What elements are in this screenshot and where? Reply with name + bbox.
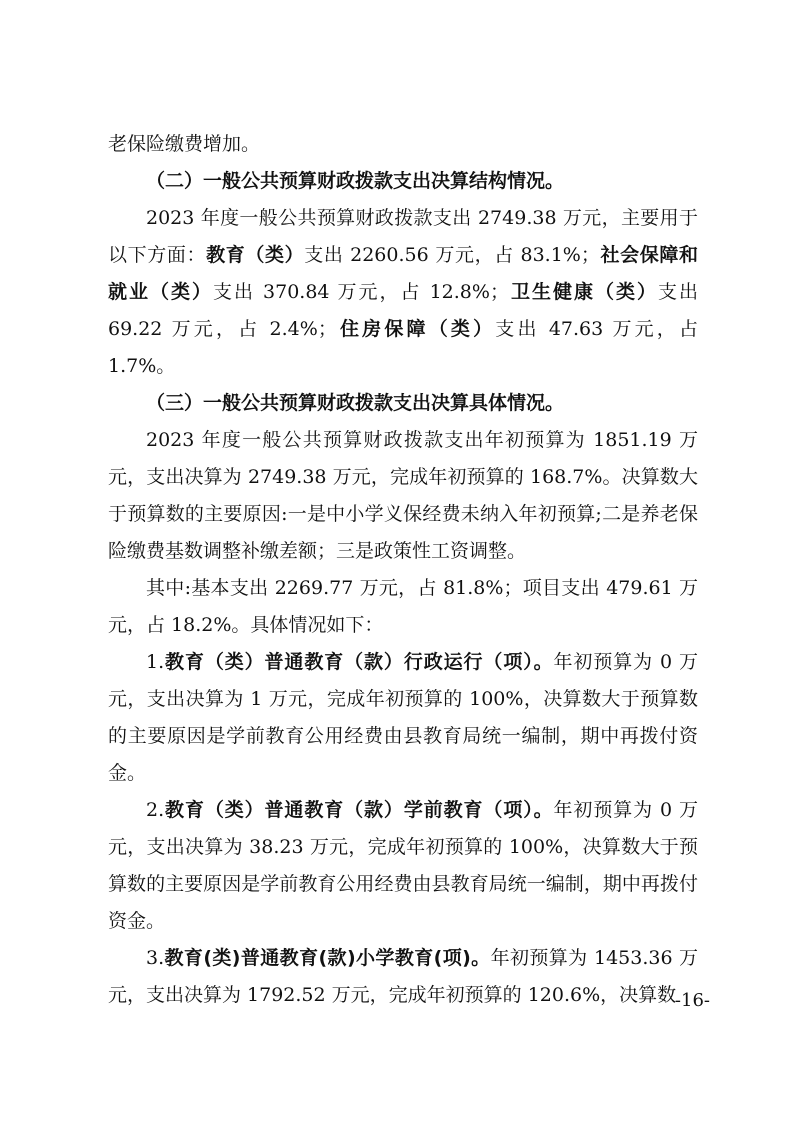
bold-text-run: 教育(类)普通教育(款)小学教育(项)。 (164, 947, 491, 969)
body-paragraph (108, 570, 698, 644)
section-heading (108, 385, 698, 422)
bold-text-run: （二）一般公共预算财政拨款支出决算结构情况。 (146, 170, 565, 192)
text-run: 3. (146, 947, 165, 969)
bold-text-run: 教育（类）普通教育（款）学前教育（项）。 (164, 799, 554, 821)
text-run: 年初预算为 0 万元，支出决算为 1 万元，完成年初预算的 100%，决算数大于预算数的主要原因是学前教育公用经费由县教育局统一编制，期中再拨付资金。 (108, 651, 698, 784)
text-run: 2. (146, 799, 165, 821)
bold-text-run: 教育（类）普通教育（款）行政运行（项）。 (164, 651, 554, 673)
text-run: 1. (146, 651, 165, 673)
page-number: -16- (674, 990, 710, 1011)
text-run: 支出 47.63 万元，占 1.7%。 (108, 318, 698, 377)
body-paragraph (108, 792, 698, 940)
text-run: 年初预算为 0 万元，支出决算为 38.23 万元，完成年初预算的 100%，决算数大于预算数的主要原因是学前教育公用经费由县教育局统一编制，期中再拨付资金。 (108, 799, 698, 932)
bold-text-run: 住房保障（类） (336, 318, 496, 340)
text-run: 老保险缴费增加。 (108, 133, 261, 155)
section-heading (108, 163, 698, 200)
document-body (108, 126, 698, 1014)
text-run: 支出 69.22 万元，占 2.4%； (108, 281, 698, 340)
text-run: 支出 2260.56 万元，占 83.1%； (304, 244, 600, 266)
body-paragraph (108, 644, 698, 792)
body-paragraph (108, 126, 698, 163)
text-run: 支出 370.84 万元，占 12.8%； (213, 281, 509, 303)
text-run: 2023 年度一般公共预算财政拨款支出 2749.38 万元，主要用于以下方面： (108, 207, 698, 266)
bold-text-run: （三）一般公共预算财政拨款支出决算具体情况。 (146, 392, 565, 414)
bold-text-run: 社会保障和就业（类） (108, 244, 698, 303)
bold-text-run: 卫生健康（类） (508, 281, 658, 303)
bold-text-run: 教育（类） (206, 244, 305, 266)
body-paragraph (108, 200, 698, 385)
text-run: 2023 年度一般公共预算财政拨款支出年初预算为 1851.19 万元，支出决算为 2749.38 万元，完成年初预算的 168.7%。决算数大于预算数的主要原因:一是中小学义保经费未纳入年初预算;二是养老保险缴费基数调整补缴差额；三是政策性工资调整。 (108, 429, 698, 562)
text-run: 年初预算为 1453.36 万元，支出决算为 1792.52 万元，完成年初预算的 120.6%，决算数 (108, 947, 699, 1006)
text-run: 其中:基本支出 2269.77 万元，占 81.8%；项目支出 479.61 万元，占 18.2%。具体情况如下： (108, 577, 698, 636)
body-paragraph (108, 940, 698, 1014)
body-paragraph (108, 422, 698, 570)
